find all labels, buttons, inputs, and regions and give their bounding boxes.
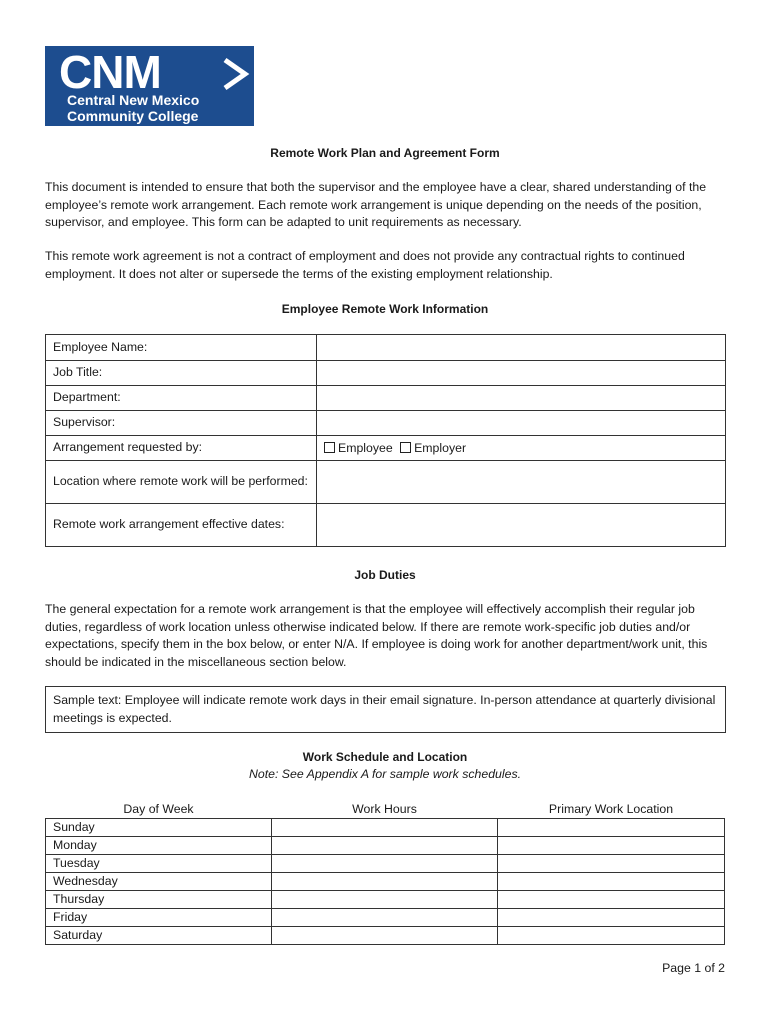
work-location-field[interactable] <box>498 837 725 855</box>
remote-location-label: Location where remote work will be performed: <box>46 461 317 504</box>
day-label: Sunday <box>46 819 272 837</box>
schedule-note: Note: See Appendix A for sample work schedules. <box>248 767 522 781</box>
schedule-table <box>45 800 725 945</box>
day-label: Thursday <box>46 891 272 909</box>
job-title-field[interactable] <box>317 361 726 386</box>
table-row <box>46 855 725 873</box>
arrangement-requested-label: Arrangement requested by: <box>46 436 317 461</box>
table-row <box>46 891 725 909</box>
logo-line-2: Community College <box>67 108 199 124</box>
column-header-location: Primary Work Location <box>548 802 674 816</box>
work-location-field[interactable] <box>498 891 725 909</box>
day-label: Friday <box>46 909 272 927</box>
table-row <box>46 411 726 436</box>
table-row <box>46 927 725 945</box>
schedule-header-row <box>46 800 725 819</box>
work-hours-field[interactable] <box>272 927 498 945</box>
employee-checkbox[interactable] <box>324 442 335 453</box>
logo-line-1: Central New Mexico <box>67 92 200 108</box>
day-label: Monday <box>46 837 272 855</box>
work-location-field[interactable] <box>498 927 725 945</box>
table-row <box>46 873 725 891</box>
department-field[interactable] <box>317 386 726 411</box>
day-label: Saturday <box>46 927 272 945</box>
day-label: Tuesday <box>46 855 272 873</box>
supervisor-field[interactable] <box>317 411 726 436</box>
job-title-label: Job Title: <box>46 361 317 386</box>
page-number: Page 1 of 2 <box>662 961 725 975</box>
work-hours-field[interactable] <box>272 873 498 891</box>
logo-acronym: CNM <box>59 46 161 98</box>
table-row <box>46 361 726 386</box>
table-row <box>46 837 725 855</box>
intro-paragraph: This document is intended to ensure that both the supervisor and the employee have a clear, shared understanding of the employee’s remote work arrangement. Each remote work arrangement is unique depending on the needs of the position, supervisor, and employee. This form can be adapted to unit requirements as necessary. <box>45 180 707 229</box>
employee-info-table <box>45 334 726 547</box>
department-label: Department: <box>46 386 317 411</box>
table-row <box>46 386 726 411</box>
work-hours-field[interactable] <box>272 891 498 909</box>
job-duties-heading: Job Duties <box>354 568 416 582</box>
chevron-right-icon <box>217 56 253 92</box>
arrangement-requested-options <box>317 436 726 461</box>
employee-section-heading: Employee Remote Work Information <box>281 302 489 316</box>
page-title: Remote Work Plan and Agreement Form <box>270 146 500 160</box>
table-row <box>46 436 726 461</box>
work-location-field[interactable] <box>498 873 725 891</box>
employee-name-field[interactable] <box>317 335 726 361</box>
work-hours-field[interactable] <box>272 837 498 855</box>
column-header-day: Day of Week <box>123 802 194 816</box>
work-location-field[interactable] <box>498 909 725 927</box>
effective-dates-label: Remote work arrangement effective dates: <box>46 504 317 547</box>
table-row <box>46 819 725 837</box>
table-row <box>46 504 726 547</box>
effective-dates-field[interactable] <box>317 504 726 547</box>
job-duties-paragraph: The general expectation for a remote work arrangement is that the employee will effectively accomplish their regular job duties, regardless of work location unless otherwise indicated below. If there are remote work-specific job duties and/or expectations, specify them in the box below, or enter N/A. If employee is doing work for another department/work unit, this should be indicated in the miscellaneous section below. <box>45 602 708 669</box>
work-hours-field[interactable] <box>272 855 498 873</box>
cnm-logo <box>45 46 254 126</box>
work-location-field[interactable] <box>498 819 725 837</box>
employee-option-label: Employee <box>338 441 393 455</box>
employer-checkbox[interactable] <box>400 442 411 453</box>
work-hours-field[interactable] <box>272 819 498 837</box>
employer-option-label: Employer <box>414 441 467 455</box>
schedule-heading: Work Schedule and Location <box>302 750 468 764</box>
disclaimer-paragraph: This remote work agreement is not a contract of employment and does not provide any contractual rights to continued employment. It does not alter or supersede the terms of the existing employment relationship. <box>45 249 685 281</box>
supervisor-label: Supervisor: <box>46 411 317 436</box>
table-row <box>46 335 726 361</box>
work-location-field[interactable] <box>498 855 725 873</box>
column-header-hours: Work Hours <box>352 802 417 816</box>
remote-location-field[interactable] <box>317 461 726 504</box>
table-row <box>46 909 725 927</box>
employee-name-label: Employee Name: <box>46 335 317 361</box>
work-hours-field[interactable] <box>272 909 498 927</box>
table-row <box>46 461 726 504</box>
job-duties-box[interactable]: Sample text: Employee will indicate remote work days in their email signature. In-person attendance at quarterly divisional meetings is expected. <box>45 686 726 733</box>
day-label: Wednesday <box>46 873 272 891</box>
